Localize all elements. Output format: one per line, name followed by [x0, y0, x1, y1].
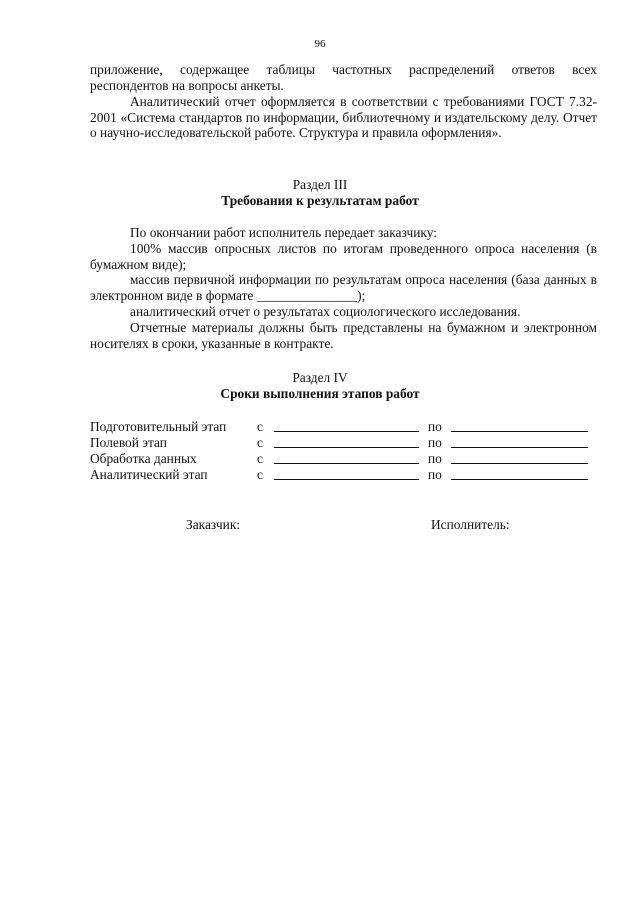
from-word: с	[257, 467, 263, 482]
start-date-blank	[274, 467, 419, 480]
end-date-blank	[451, 419, 588, 432]
intro-line-1: приложение, содержащее таблицы частотных распределений ответов всех	[90, 62, 597, 77]
from-word: с	[257, 435, 263, 450]
to-word: по	[428, 419, 442, 434]
to-word: по	[428, 467, 442, 482]
to-word: по	[428, 435, 442, 450]
section-3-label: Раздел III	[292, 177, 348, 192]
stage-name: Подготовительный этап	[90, 419, 227, 434]
section-4-label: Раздел IV	[292, 370, 348, 385]
section-3-item-1: По окончании работ исполнитель передает заказчику:	[130, 225, 437, 240]
stage-row	[90, 467, 600, 483]
stage-row	[90, 451, 600, 467]
end-date-blank	[451, 467, 588, 480]
section-4-title: Сроки выполнения этапов работ	[220, 386, 420, 401]
intro-paragraph-gost: Аналитический отчет оформляется в соответствии с требованиями ГОСТ 7.32-2001 «Система стандартов по информации, библиотечному и издательскому делу. Отчет о научно-исследовательской работе. Структура и правила оформления».	[90, 94, 597, 140]
stage-name: Аналитический этап	[90, 467, 208, 482]
section-3-item-3: массив первичной информации по результатам опроса населения (база данных в электронном виде в формате _______________);	[90, 272, 597, 303]
start-date-blank	[274, 419, 419, 432]
intro-line-2: респондентов на вопросы анкеты.	[90, 78, 284, 93]
stage-row	[90, 435, 600, 451]
to-word: по	[428, 451, 442, 466]
stage-name: Полевой этап	[90, 435, 167, 450]
stage-row	[90, 419, 600, 435]
end-date-blank	[451, 451, 588, 464]
section-3-item-5: Отчетные материалы должны быть представлены на бумажном и электронном носителях в сроки, указанные в контракте.	[90, 320, 597, 351]
section-3-item-4: аналитический отчет о результатах социологического исследования.	[130, 304, 521, 319]
section-3-item-2: 100% массив опросных листов по итогам проведенного опроса населения (в бумажном виде);	[90, 241, 597, 272]
from-word: с	[257, 451, 263, 466]
start-date-blank	[274, 451, 419, 464]
section-3-title: Требования к результатам работ	[221, 193, 419, 208]
page-number: 96	[314, 38, 326, 50]
start-date-blank	[274, 435, 419, 448]
customer-signature-label: Заказчик:	[186, 517, 241, 532]
from-word: с	[257, 419, 263, 434]
executor-signature-label: Исполнитель:	[431, 517, 510, 532]
end-date-blank	[451, 435, 588, 448]
stage-name: Обработка данных	[90, 451, 197, 466]
